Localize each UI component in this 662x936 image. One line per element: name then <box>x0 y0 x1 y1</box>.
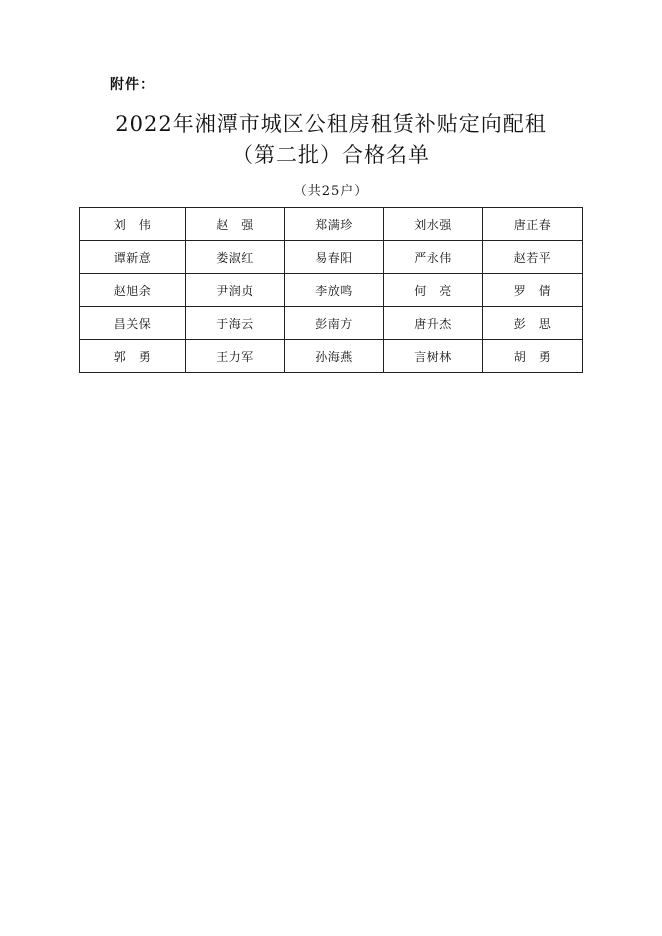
name-cell: 易春阳 <box>285 241 384 274</box>
name-cell: 孙海燕 <box>285 340 384 373</box>
table-row <box>80 241 583 274</box>
name-cell: 昌关保 <box>80 307 186 340</box>
name-cell: 郑满珍 <box>285 208 384 241</box>
name-cell: 严永伟 <box>384 241 483 274</box>
household-count-note: （共25户） <box>293 184 369 199</box>
name-cell: 尹润贞 <box>186 274 285 307</box>
name-cell: 言树林 <box>384 340 483 373</box>
name-cell: 彭 思 <box>483 307 583 340</box>
name-cell: 唐正春 <box>483 208 583 241</box>
attachment-label: 附件： <box>110 77 155 93</box>
table-row <box>80 340 583 373</box>
table-row <box>80 307 583 340</box>
name-cell: 王力军 <box>186 340 285 373</box>
name-cell: 赵 强 <box>186 208 285 241</box>
name-cell: 何 亮 <box>384 274 483 307</box>
name-cell: 刘 伟 <box>80 208 186 241</box>
name-cell: 胡 勇 <box>483 340 583 373</box>
qualified-names-table <box>79 207 583 373</box>
name-cell: 谭新意 <box>80 241 186 274</box>
name-cell: 郭 勇 <box>80 340 186 373</box>
name-cell: 赵若平 <box>483 241 583 274</box>
table-row <box>80 208 583 241</box>
name-cell: 于海云 <box>186 307 285 340</box>
name-cell: 唐升杰 <box>384 307 483 340</box>
name-cell: 娄淑红 <box>186 241 285 274</box>
document-title-line-2: （第二批）合格名单 <box>232 143 430 167</box>
table-row <box>80 274 583 307</box>
name-cell: 刘水强 <box>384 208 483 241</box>
name-cell: 赵旭余 <box>80 274 186 307</box>
document-title-line-1: 2022年湘潭市城区公租房租赁补贴定向配租 <box>115 112 547 136</box>
name-cell: 李放鸣 <box>285 274 384 307</box>
name-cell: 彭南方 <box>285 307 384 340</box>
name-cell: 罗 倩 <box>483 274 583 307</box>
